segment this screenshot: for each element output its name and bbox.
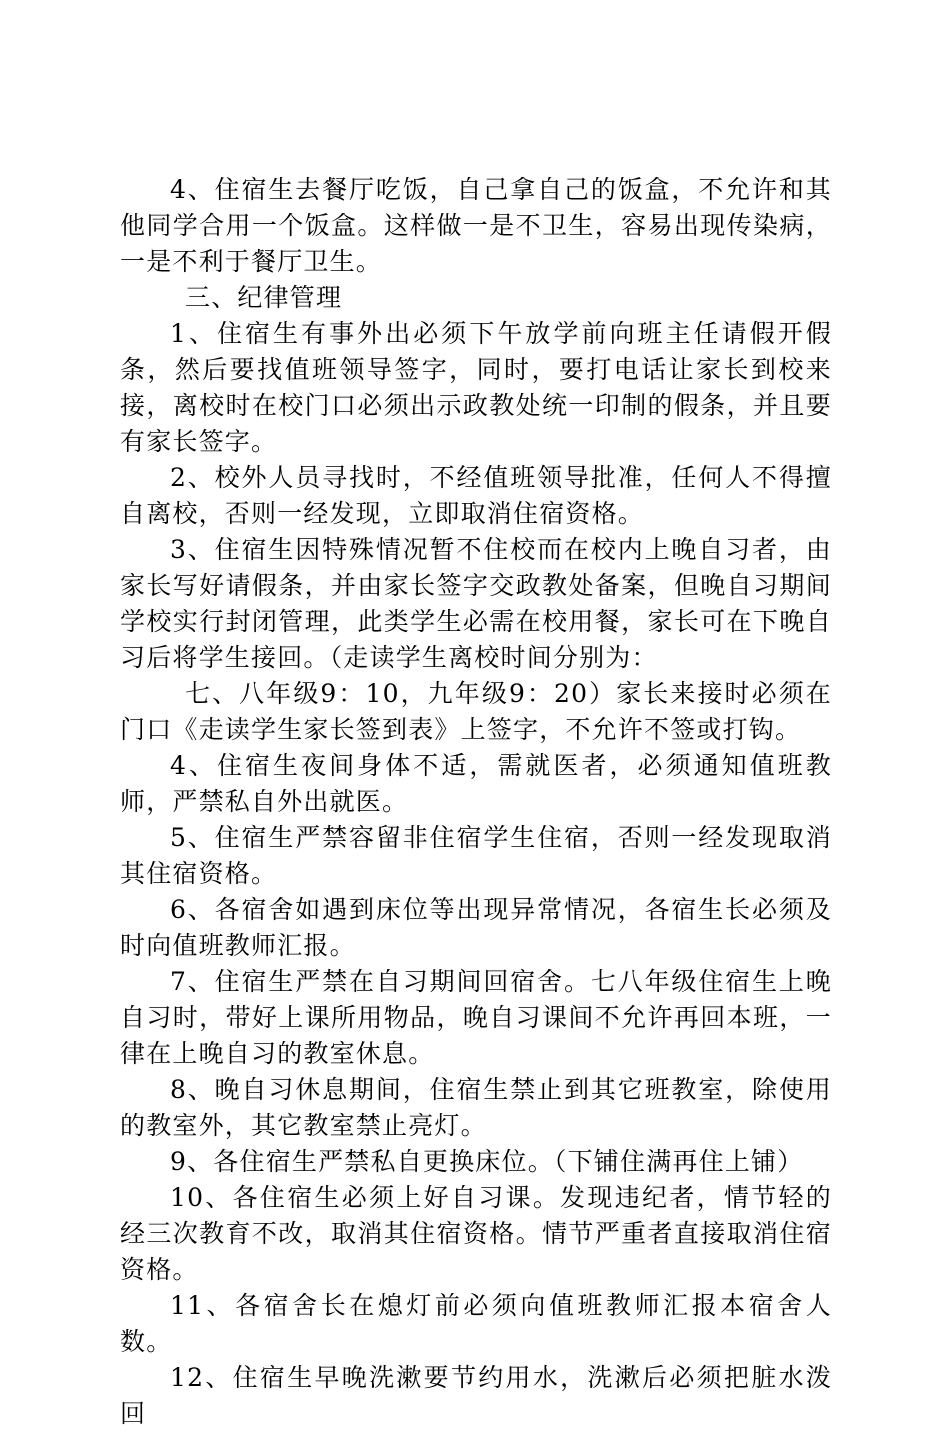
- paragraph-rule-11-headcount: 11、各宿舍长在熄灯前必须向值班教师汇报本宿舍人数。: [120, 1291, 832, 1356]
- paragraph-rule-2-visitors: 2、校外人员寻找时，不经值班领导批准，任何人不得擅自离校，否则一经发现，立即取消住宿资格。: [120, 463, 832, 528]
- paragraph-rule-4-illness: 4、住宿生夜间身体不适，需就医者，必须通知值班教师，严禁私自外出就医。: [120, 751, 832, 816]
- paragraph-rule-3-continued: 七、八年级9：10，九年级9：20）家长来接时必须在门口《走读学生家长签到表》上签字，不允许不签或打钩。: [120, 679, 832, 744]
- paragraph-rule-1-leave: 1、住宿生有事外出必须下午放学前向班主任请假开假条，然后要找值班领导签字，同时，要打电话让家长到校来接，离校时在校门口必须出示政教处统一印制的假条，并且要有家长签字。: [120, 319, 832, 456]
- document-body: [120, 172, 832, 1432]
- paragraph-rule-8-classrooms: 8、晚自习休息期间，住宿生禁止到其它班教室，除使用的教室外，其它教室禁止亮灯。: [120, 1075, 832, 1140]
- paragraph-rule-3-evening-study: 3、住宿生因特殊情况暂不住校而在校内上晚自习者，由家长写好请假条，并由家长签字交政教处备案，但晚自习期间学校实行封闭管理，此类学生必需在校用餐，家长可在下晚自习后将学生接回。（走读学生离校时间分别为：: [120, 535, 832, 672]
- paragraph-rule-4-dining: 4、住宿生去餐厅吃饭，自己拿自己的饭盒，不允许和其他同学合用一个饭盒。这样做一是不卫生，容易出现传染病，一是不利于餐厅卫生。: [120, 175, 832, 276]
- section-heading-discipline: 三、纪律管理: [185, 283, 343, 312]
- paragraph-rule-9-beds: 9、各住宿生严禁私自更换床位。（下铺住满再住上铺）: [170, 1147, 804, 1176]
- paragraph-rule-6-reporting: 6、各宿舍如遇到床位等出现异常情况，各宿生长必须及时向值班教师汇报。: [120, 895, 832, 960]
- paragraph-rule-10-self-study: 10、各住宿生必须上好自习课。发现违纪者，情节轻的经三次教育不改，取消其住宿资格。情节严重者直接取消住宿资格。: [120, 1183, 832, 1284]
- paragraph-rule-5-guests: 5、住宿生严禁容留非住宿学生住宿，否则一经发现取消其住宿资格。: [120, 823, 832, 888]
- paragraph-rule-7-study-time: 7、住宿生严禁在自习期间回宿舍。七八年级住宿生上晚自习时，带好上课所用物品，晚自习课间不允许再回本班，一律在上晚自习的教室休息。: [120, 967, 832, 1068]
- paragraph-rule-12-water: 12、住宿生早晚洗漱要节约用水，洗漱后必须把脏水泼回: [120, 1363, 832, 1428]
